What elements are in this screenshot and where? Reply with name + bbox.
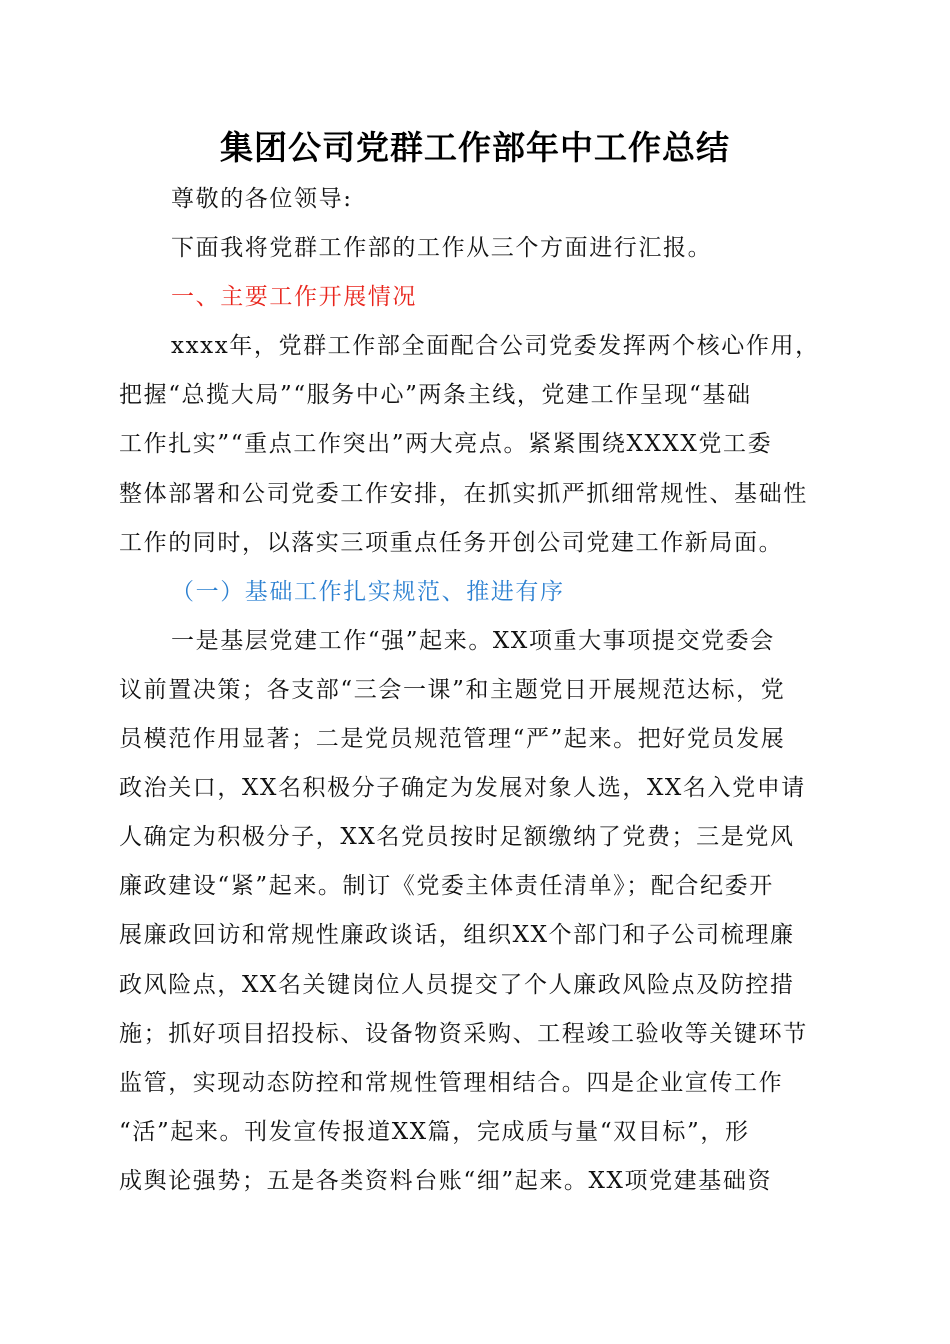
paragraph-line: 监管，实现动态防控和常规性管理相结合。四是企业宣传工作 (119, 1069, 784, 1096)
paragraph-line: 政风险点，XX名关键岗位人员提交了个人廉政风险点及防控措 (119, 971, 795, 998)
paragraph-line: 员模范作用显著；二是党员规范管理“严”起来。把好党员发展 (119, 726, 786, 753)
paragraph-line: 施；抓好项目招投标、设备物资采购、工程竣工验收等关键环节 (119, 1020, 808, 1047)
salutation: 尊敬的各位领导: (171, 186, 353, 212)
paragraph-line: 政治关口，XX名积极分子确定为发展对象人选，XX名入党申请 (119, 775, 806, 802)
paragraph-line: 把握“总揽大局”“服务中心”两条主线，党建工作呈现“基础 (119, 382, 752, 409)
paragraph-line: “活”起来。刊发宣传报道XX篇，完成质与量“双目标”，形 (119, 1118, 750, 1145)
paragraph-line: xxxx年，党群工作部全面配合公司党委发挥两个核心作用， (171, 333, 820, 360)
subsection-heading-basic-work: （一）基础工作扎实规范、推进有序 (171, 578, 565, 605)
paragraph-line: 成舆论强势；五是各类资料台账“细”起来。XX项党建基础资 (119, 1167, 773, 1194)
document-body (119, 175, 833, 1206)
intro-paragraph: 下面我将党群工作部的工作从三个方面进行汇报。 (171, 235, 713, 262)
section-heading-main-work: 一、主要工作开展情况 (171, 284, 417, 311)
paragraph-line: 工作扎实”“重点工作突出”两大亮点。紧紧围绕XXXX党工委 (119, 431, 773, 458)
paragraph-line: 议前置决策；各支部“三会一课”和主题党日开展规范达标，党 (119, 676, 786, 703)
paragraph-line: 工作的同时，以落实三项重点任务开创公司党建工作新局面。 (119, 529, 784, 556)
paragraph-line: 展廉政回访和常规性廉政谈话，组织XX个部门和子公司梳理廉 (119, 922, 795, 949)
paragraph-line: 一是基层党建工作“强”起来。XX项重大事项提交党委会 (171, 627, 775, 654)
document-title: 集团公司党群工作部年中工作总结 (220, 128, 730, 167)
paragraph-line: 廉政建设“紧”起来。制订《党委主体责任清单》；配合纪委开 (119, 873, 774, 900)
paragraph-line: 人确定为积极分子，XX名党员按时足额缴纳了党费；三是党风 (119, 824, 795, 851)
paragraph-line: 整体部署和公司党委工作安排，在抓实抓严抓细常规性、基础性 (119, 480, 808, 507)
